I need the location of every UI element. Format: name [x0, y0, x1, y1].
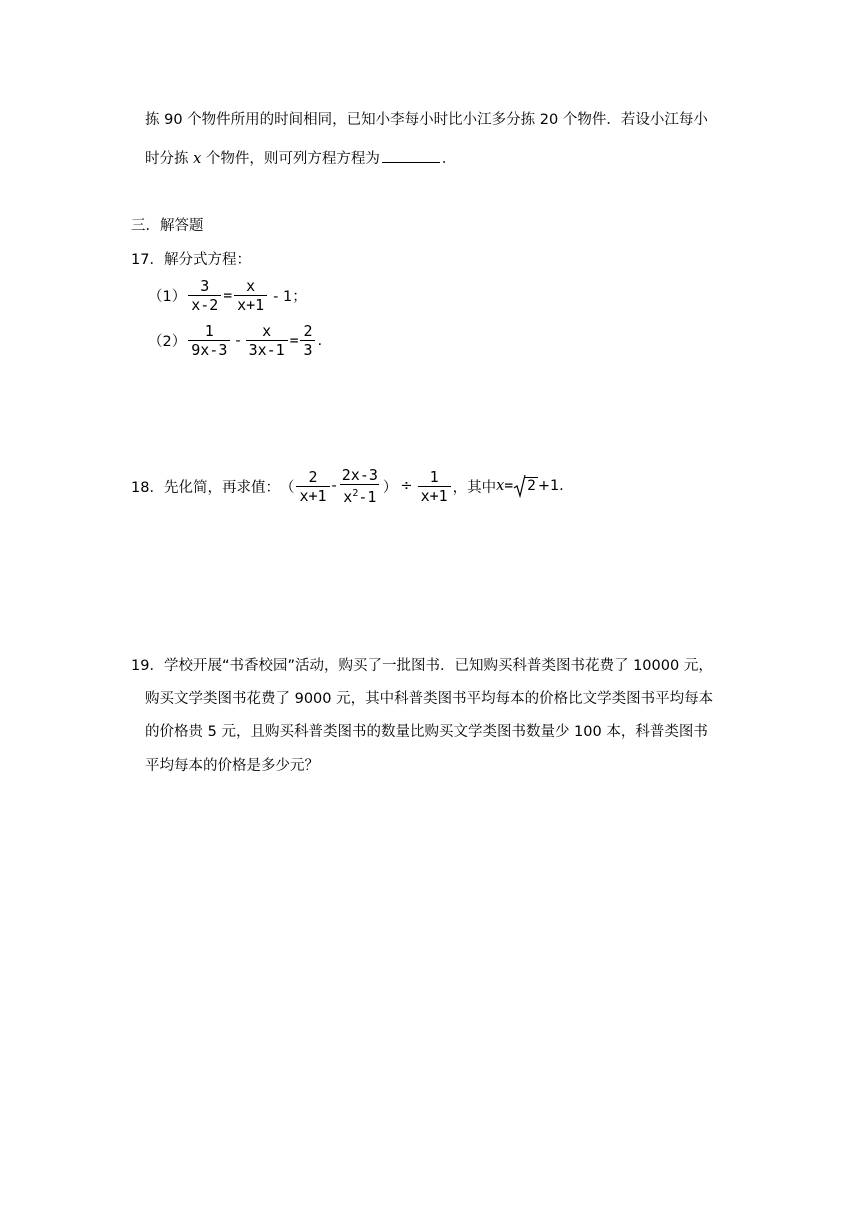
- equation-tail: - 1；: [273, 289, 307, 305]
- denominator: x+1: [418, 486, 451, 505]
- radical-sign-icon: [513, 474, 526, 498]
- section-title: 三．解答题: [131, 218, 204, 234]
- denominator-base: x: [343, 488, 353, 506]
- right-paren: ）: [382, 479, 398, 496]
- fraction: [294, 468, 331, 505]
- answer-blank[interactable]: [382, 148, 440, 163]
- numerator: 1: [429, 467, 439, 486]
- problem17-part2: [148, 322, 322, 359]
- variable-x: x: [496, 478, 505, 494]
- fraction: [186, 277, 223, 314]
- minus-sign: -: [235, 332, 241, 349]
- part-label: （2）: [148, 334, 187, 350]
- numerator: 2: [308, 467, 318, 486]
- denominator: x+1: [234, 295, 267, 314]
- denominator: [340, 484, 379, 506]
- square-root: [513, 478, 538, 494]
- equals-sign: =: [504, 478, 514, 494]
- denominator: 3x-1: [246, 340, 288, 359]
- problem19-line2: 购买文学类图书花费了 9000 元，其中科普类图书平均每本的价格比文学类图书平均每本: [145, 691, 714, 707]
- problem16-text-b: 个物件，则可列方程方程为: [201, 151, 380, 167]
- problem19-first-line: [131, 654, 713, 675]
- problem19-line3: 的价格贵 5 元，且购买科普类图书的数量比购买文学类图书数量少 100 本，科普类图书: [145, 724, 708, 740]
- problem19-line1: 学校开展“书香校园”活动，购买了一批图书．已知购买科普类图书花费了 10000 元，: [163, 658, 713, 674]
- numerator: 3: [200, 277, 210, 295]
- fraction: [337, 466, 383, 506]
- numerator: x: [246, 277, 256, 295]
- problem16-end: ．: [441, 151, 457, 167]
- problem17-part1: [148, 277, 307, 314]
- numerator: 1: [204, 322, 214, 340]
- denominator: x-2: [188, 295, 221, 314]
- minus-sign: -: [331, 478, 337, 494]
- left-paren: （: [279, 479, 295, 496]
- fraction: [244, 322, 290, 359]
- denominator-rest: -1: [358, 488, 377, 506]
- fraction: [416, 468, 453, 505]
- problem19-line4: 平均每本的价格是多少元？: [145, 758, 319, 774]
- numerator: 2: [303, 322, 313, 340]
- denominator: 9x-3: [188, 340, 230, 359]
- problem17-number: 17．: [131, 252, 164, 268]
- equals-sign: =: [289, 332, 299, 349]
- fraction: [186, 322, 232, 359]
- problem19-number: 19．: [131, 658, 164, 674]
- exponent: 2: [352, 488, 359, 499]
- numerator: x: [262, 322, 272, 340]
- radicand: 2: [527, 478, 536, 494]
- fraction: [298, 322, 317, 359]
- part-label: （1）: [148, 289, 187, 305]
- variable-x: x: [193, 151, 202, 167]
- problem18-number: 18．: [131, 479, 164, 496]
- denominator: x+1: [296, 486, 329, 505]
- denominator: 3: [300, 340, 315, 359]
- problem17-title: 解分式方程：: [163, 252, 251, 268]
- problem16-line2: [145, 148, 456, 169]
- problem18: [131, 466, 564, 506]
- problem16-line1: 拣 90 个物件所用的时间相同，已知小李每小时比小江多分拣 20 个物件．若设小江每小: [145, 112, 708, 128]
- numerator: 2x-3: [341, 466, 378, 484]
- equals-sign: =: [223, 287, 233, 304]
- problem18-text: 先化简，再求值：: [163, 479, 280, 496]
- plus-one: +1.: [537, 478, 564, 494]
- fraction: [232, 277, 269, 314]
- divide-sign: ÷: [400, 478, 413, 494]
- problem17-header: [131, 248, 251, 269]
- where-text: ，其中: [452, 479, 497, 496]
- equation-end: .: [317, 332, 323, 349]
- problem16-text-a: 时分拣: [145, 151, 194, 167]
